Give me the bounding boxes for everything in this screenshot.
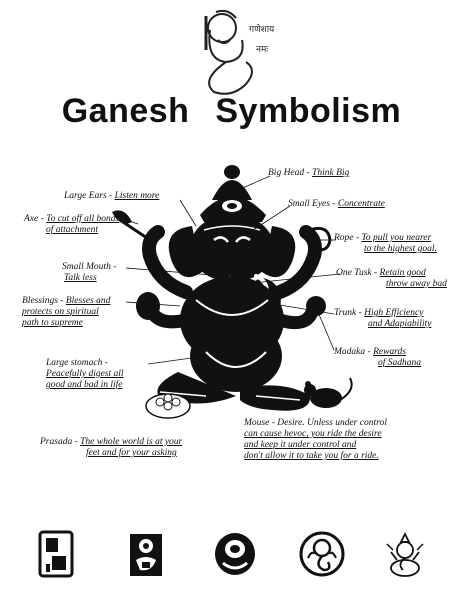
label-rope: Rope - To pull you nearer to the highest goal.: [334, 233, 437, 254]
logo-text-1: गणेशाय: [249, 25, 275, 35]
label-prasada: Prasada - The whole world is at your feet and for your asking: [40, 437, 183, 458]
ganesh-round-icon: [213, 531, 257, 577]
prasada-bowl-icon: [146, 394, 190, 418]
label-one-tusk: One Tusk - Retain good throw away bad: [336, 268, 447, 289]
label-small-mouth: Small Mouth - Talk less: [62, 262, 117, 283]
label-blessings: Blessings - Blesses and protects on spiritual path to supreme: [22, 296, 111, 328]
mouse-icon: [304, 378, 352, 408]
ganesh-carved-icon: [128, 532, 164, 578]
page-title: Ganesh Symbolism: [61, 92, 402, 130]
label-axe: Axe - To cut off all bonds of attachment: [24, 214, 120, 235]
label-trunk: Trunk - High Efficiency and Adapiability: [334, 308, 432, 329]
ganesh-block-icon: [38, 530, 74, 578]
ganesh-sketch-icon: [383, 530, 427, 578]
label-madaka: Madaka - Rewards of Sadhana: [334, 347, 422, 368]
ganesh-outline-icon: [298, 530, 346, 578]
label-large-ears: Large Ears - Listen more: [64, 191, 160, 201]
label-big-head: Big Head - Think Big: [268, 168, 350, 178]
label-large-stomach: Large stomach - Peacefully digest all good and bad in life: [46, 358, 124, 390]
logo-text-2: नमः: [256, 45, 269, 55]
label-mouse: Mouse - Desire. Unless under control can cause hevoc, you ride the desire and keep it under control and don't allow it to take you for a ride.: [244, 418, 387, 461]
label-small-eyes: Small Eyes - Concentrate: [288, 199, 385, 209]
